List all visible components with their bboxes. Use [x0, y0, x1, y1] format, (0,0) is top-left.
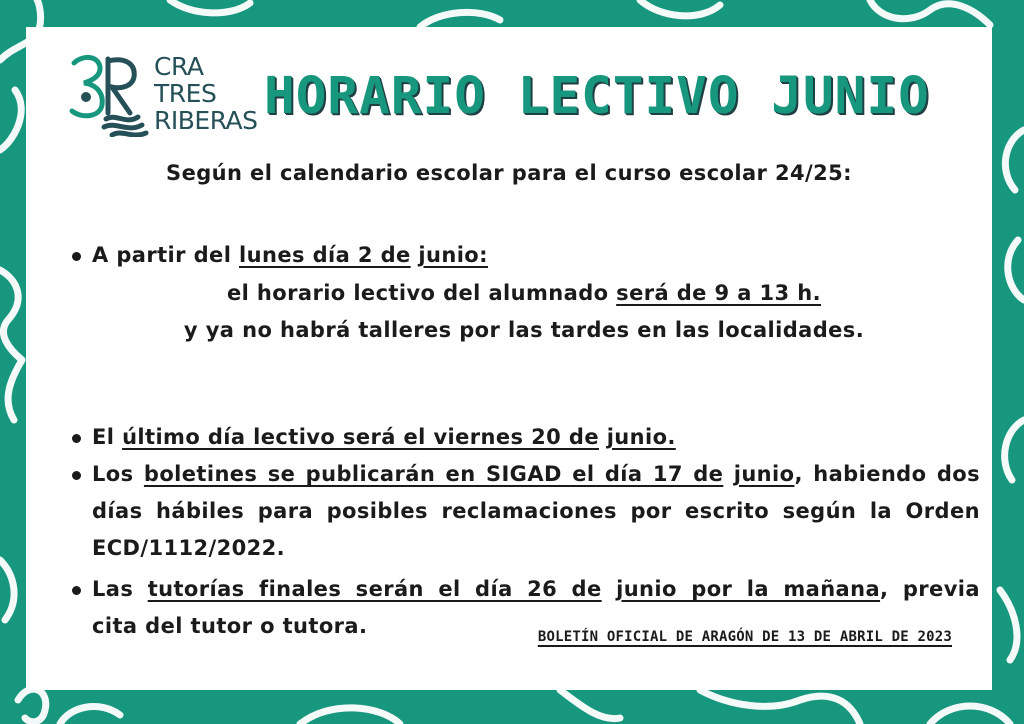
text-segment: el horario lectivo del alumnado [226, 281, 617, 305]
text-segment [599, 425, 607, 449]
page-title: HORARIO LECTIVO JUNIO [264, 67, 930, 126]
underlined-segment: boletines se publicarán en SIGAD el día 17 de [143, 462, 724, 486]
bullet-line: días hábiles para posibles reclamaciones por escrito según la Orden [92, 499, 980, 523]
workshops-line: y ya no habrá talleres por las tardes en las localidades. [183, 318, 865, 342]
bullet-line [92, 571, 980, 608]
bullet-dot [72, 471, 81, 480]
text-segment: , habiendo dos [794, 462, 980, 486]
underlined-segment: junio. [606, 425, 676, 449]
text-segment [723, 462, 733, 486]
bullet-dot [72, 252, 81, 261]
schedule-line [68, 275, 980, 312]
underlined-segment: junio [733, 462, 795, 486]
bullet-line: ECD/1112/2022. [92, 536, 286, 560]
bullet-line [92, 237, 980, 274]
text-segment: , previa [880, 577, 980, 601]
text-segment: A partir del [92, 243, 240, 267]
logo-line-tres: TRES [154, 79, 217, 108]
underlined-segment: tutorías finales serán el día 26 de [147, 577, 602, 601]
bullet-dot [72, 434, 81, 443]
logo-line-cra: CRA [154, 52, 204, 81]
underlined-segment: será de 9 a 13 h. [616, 281, 822, 305]
cra-logo-icon [68, 53, 150, 137]
text-segment: Las [92, 577, 148, 601]
bullet-line: cita del tutor o tutora. [92, 614, 368, 638]
underlined-segment: lunes día 2 de [239, 243, 411, 267]
bullet-line [92, 456, 980, 493]
text-segment: El [92, 425, 123, 449]
bullet-dot [72, 586, 81, 595]
bullet-line [92, 419, 980, 456]
underlined-segment: último día lectivo será el viernes 20 de [122, 425, 599, 449]
intro-text: Según el calendario escolar para el curso escolar 24/25: [166, 161, 852, 185]
school-logo [68, 52, 258, 143]
logo-text [154, 53, 258, 134]
logo-line-riberas: RIBERAS [154, 106, 258, 135]
text-segment [602, 577, 616, 601]
source-reference: BOLETÍN OFICIAL DE ARAGÓN DE 13 DE ABRIL DE 2023 [537, 629, 952, 645]
underlined-segment: junio por la mañana [616, 577, 881, 601]
text-segment: Los [92, 462, 144, 486]
notice-card [26, 27, 992, 690]
underlined-segment: junio: [418, 243, 488, 267]
